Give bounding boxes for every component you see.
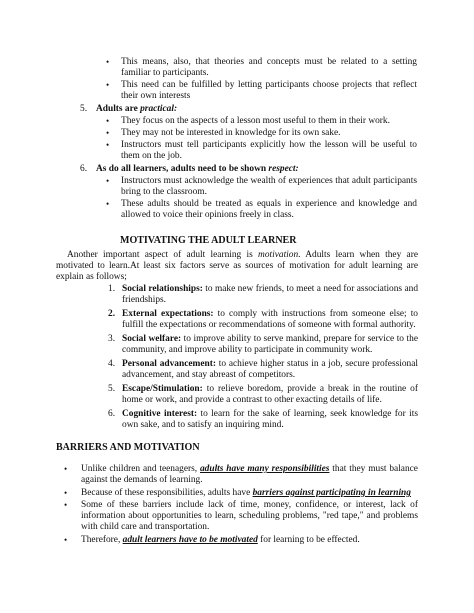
factor-3-number: 3. [108,334,116,344]
item-5-bullet-1: They focus on the aspects of a lesson most useful to them in their work. [121,116,390,126]
barrier-text: Unlike children and teenagers, [81,464,200,474]
factor-title: Escape/Stimulation: [122,384,203,394]
item-5-label-emphasis: practical: [140,104,178,114]
factor-text: to improve ability to serve mankind, prepare for service to the [181,334,418,344]
item-5-label: Adults are [96,104,141,114]
factor-3-line-1 [122,334,418,345]
factor-title: Cognitive interest: [122,409,198,419]
item-6-bullet-1-line-1: Instructors must acknowledge the wealth of experiences that adult participants [121,176,417,186]
bullet-icon: • [106,140,110,150]
factor-6-number: 6. [108,409,116,419]
factor-text: to make new friends, to meet a need for associations and [202,284,419,294]
item-5-number: 5. [80,104,88,114]
factor-2-line-2: fulfill the expectations or recommendations of someone with formal authority. [122,320,416,330]
factor-text: to comply with instructions from someone else; to [213,309,418,319]
item-6-heading [96,164,299,175]
barrier-emphasis: barriers against participating in learning [252,488,411,498]
factor-title: Social welfare: [122,334,182,344]
barriers-bullet-3-line-3: with child care and transportation. [81,522,210,532]
intro-emphasis: motivation [258,250,299,260]
factor-title: External expectations: [122,309,214,319]
item-6-label: As do all learners, adults need to be shown [96,164,269,174]
factor-title: Personal advancement: [122,359,216,369]
barrier-text: Therefore, [81,535,123,545]
intro-text: Another important aspect of adult learning is [67,250,259,260]
bullet-icon: • [106,80,110,90]
factor-4-line-1 [122,359,418,370]
bullet-icon: • [64,488,68,498]
intro-bullet-1-line-2: familiar to participants. [121,68,209,78]
item-6-bullet-2-line-2: allowed to voice their opinions freely in class. [121,210,294,220]
bullet-icon: • [64,500,68,510]
factor-3-line-2: community, and improve ability to participate in community work. [122,345,373,355]
item-6-number: 6. [80,164,88,174]
factor-2-line-1 [122,309,418,320]
intro-text: . Adults learn when they are [298,250,418,260]
item-5-bullet-3-line-2: them on the job. [121,151,182,161]
factor-text: to achieve higher status in a job, secure professional [215,359,418,369]
barrier-text: for learning to be effected. [257,535,360,545]
barriers-bullet-3-line-2: information about opportunities to learn, scheduling problems, "red tape," and problems [81,511,418,521]
bullet-icon: • [64,464,68,474]
factor-5-line-2: home or work, and provide a contrast to other exacting details of life. [122,395,382,405]
factor-1-line-1 [122,284,418,295]
item-5-heading [96,104,177,115]
item-5-bullet-3-line-1: Instructors must tell participants explicitly how the lesson will be useful to [121,140,417,150]
factor-title: Social relationships: [122,284,203,294]
barriers-bullet-4 [81,535,360,546]
motivating-intro-line-1 [67,250,418,261]
item-6-label-emphasis: respect: [268,164,299,174]
bullet-icon: • [106,176,110,186]
barriers-bullet-3-line-1: Some of these barriers include lack of time, money, confidence, or interest, lack of [81,500,418,510]
factor-1-line-2: friendships. [122,295,167,305]
barrier-emphasis: adults have many responsibilities [199,464,330,474]
barriers-bullet-1-line-1 [81,464,418,475]
item-6-bullet-1-line-2: bring to the classroom. [121,187,207,197]
bullet-icon: • [106,199,110,209]
factor-4-line-2: advancement, and stay abreast of competitors. [122,370,296,380]
bullet-icon: • [64,535,68,545]
barrier-text: Because of these responsibilities, adults have [81,488,253,498]
factor-text: to relieve boredom, provide a break in the routine of [202,384,418,394]
intro-bullet-1-line-1: This means, also, that theories and concepts must be related to a setting [121,57,417,67]
item-5-bullet-2: They may not be interested in knowledge for its own sake. [121,128,341,138]
bullet-icon: • [106,116,110,126]
barrier-emphasis: adult learners have to be motivated [122,535,258,545]
factor-6-line-1 [122,409,418,420]
barriers-bullet-2 [81,488,411,499]
factor-1-number: 1. [108,284,116,294]
factor-text: to learn for the sake of learning, seek knowledge for its [197,409,418,419]
motivating-intro-line-2: motivated to learn.At least six factors serve as sources of motivation for adult learning are [56,261,418,271]
item-6-bullet-2-line-1: These adults should be treated as equals in experience and knowledge and [121,199,417,209]
factor-5-line-1 [122,384,418,395]
factor-5-number: 5. [108,384,116,394]
barriers-heading: BARRIERS AND MOTIVATION [56,442,200,453]
barriers-bullet-1-line-2: against the demands of learning. [81,475,203,485]
motivating-heading: MOTIVATING THE ADULT LEARNER [120,235,297,246]
intro-bullet-2-line-1: This need can be fulfilled by letting participants choose projects that reflect [121,80,417,90]
factor-4-number: 4. [108,359,116,369]
factor-2-number: 2. [108,309,116,319]
bullet-icon: • [106,57,110,67]
factor-6-line-2: own sake, and to satisfy an inquiring mind. [122,420,284,430]
motivating-intro-line-3: explain as follows; [56,272,127,282]
bullet-icon: • [106,128,110,138]
barrier-text: that they must balance [329,464,418,474]
intro-bullet-2-line-2: their own interests [121,91,191,101]
